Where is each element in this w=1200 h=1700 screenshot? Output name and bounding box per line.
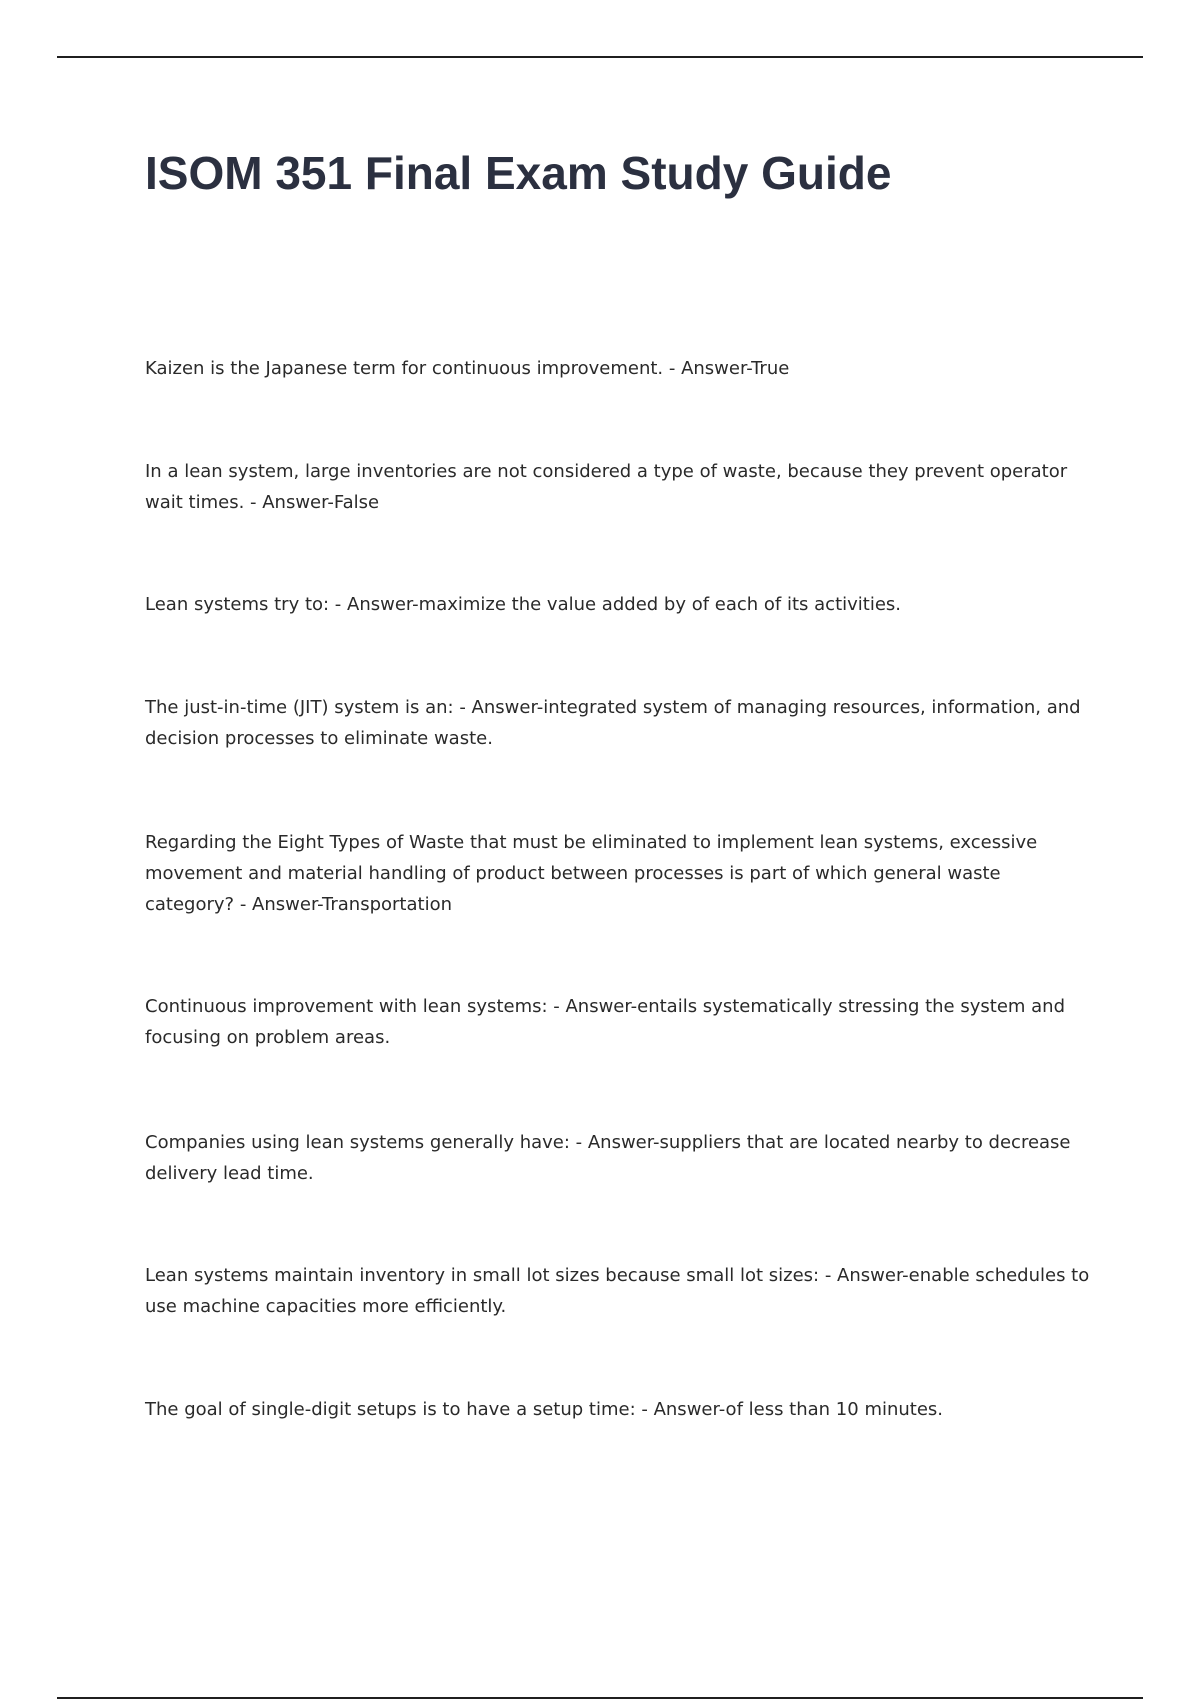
qa-item-8: Lean systems maintain inventory in small lot sizes because small lot sizes: - Answer-enable schedules to use machine capacities more efficiently. <box>145 1265 1090 1317</box>
qa-item-1: Kaizen is the Japanese term for continuous improvement. - Answer-True <box>145 358 790 379</box>
qa-item-7: Companies using lean systems generally have: - Answer-suppliers that are located nearby to decrease delivery lead time. <box>145 1132 1071 1184</box>
top-rule <box>57 56 1143 58</box>
qa-item-5: Regarding the Eight Types of Waste that must be eliminated to implement lean systems, excessive movement and material handling of product between processes is part of which general waste category? - Answer-Transportation <box>145 832 1038 915</box>
qa-item-9: The goal of single-digit setups is to have a setup time: - Answer-of less than 10 minutes. <box>145 1399 944 1420</box>
document-title: ISOM 351 Final Exam Study Guide <box>145 147 892 199</box>
qa-item-2: In a lean system, large inventories are not considered a type of waste, because they prevent operator wait times. - Answer-False <box>145 461 1068 513</box>
qa-item-4: The just-in-time (JIT) system is an: - Answer-integrated system of managing resources, information, and decision processes to eliminate waste. <box>145 697 1081 749</box>
bottom-rule <box>57 1697 1143 1699</box>
qa-item-3: Lean systems try to: - Answer-maximize the value added by of each of its activities. <box>145 594 902 615</box>
qa-item-6: Continuous improvement with lean systems: - Answer-entails systematically stressing the system and focusing on problem areas. <box>145 996 1066 1048</box>
